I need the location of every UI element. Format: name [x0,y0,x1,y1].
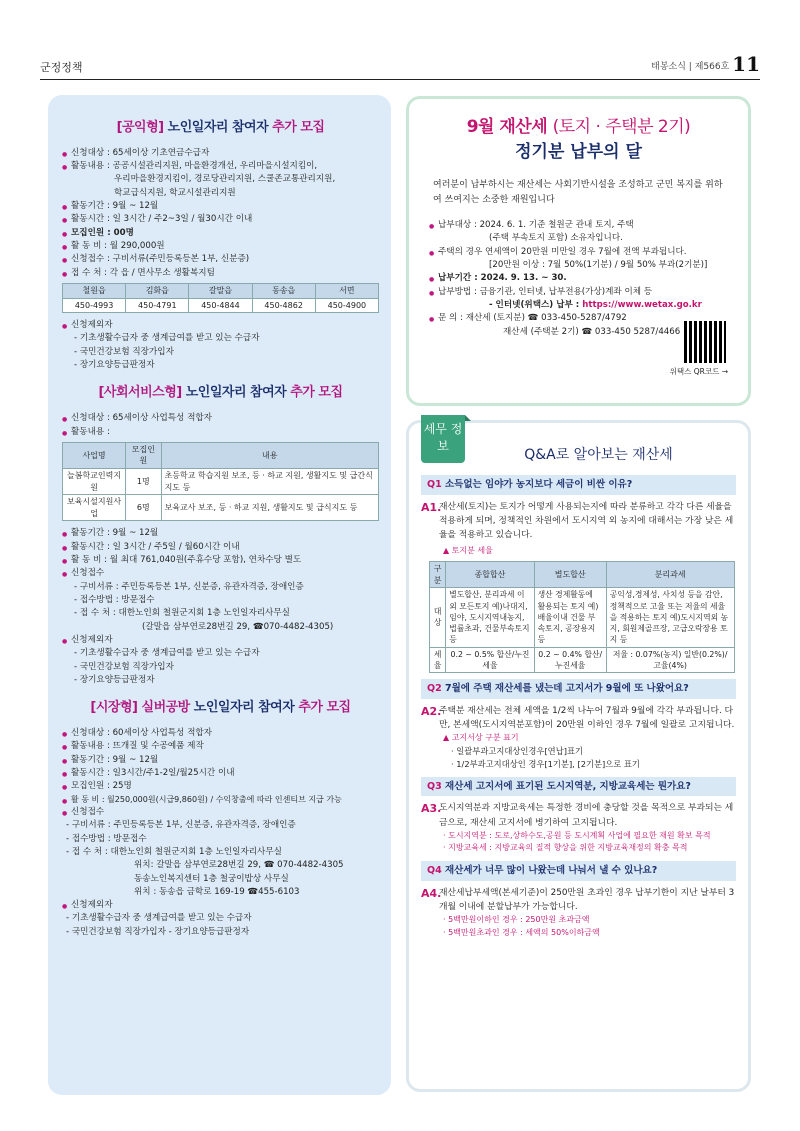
line: ● 신청접수 : 구비서류(주민등록등본 1부, 신분증) [62,253,379,266]
line: ● 활동기간 : 9월 ~ 12월 [62,200,379,213]
tax-qa-panel [406,420,751,1092]
line: 재산세 (주택분 2기) ☎ 033-450 5287/4466 [503,326,681,337]
qa-title: Q&A로 알아보는 재산세 [524,447,673,463]
notice-subtitle: 정기분 납부의 달 [515,141,642,162]
section-title: 군정정책 [40,61,83,75]
contact-table: 철원읍 김화읍 갈말읍 동송읍 서면 450-4993 450-4791 450-4844 450-4862 450-4900 [62,283,379,313]
notice-title: 9월 재산세 (토지 · 주택분 2기) [466,117,691,137]
line: · 도시지역분 : 도로,상하수도,공원 등 도시계획 사업에 필요한 재원 확보 목적 [443,830,711,840]
line: ● 활동내용 : 공공시설관리지원, 마을환경개선, 우리마을시설지킴이, [62,160,379,173]
line: ● 활 동 비 : 월250,000원(시급9,860원) / 수익창출에 따라 인센티브 지급 가능 [62,794,379,806]
line: - 장기요양등급판정자 [74,674,155,685]
senior-jobs-panel [48,95,391,1095]
wetax-link[interactable]: https://www.wetax.go.kr [582,299,702,310]
property-tax-notice [406,96,751,406]
line: 학교급식지원, 학교시설관리지원 [114,187,236,198]
line: - 접 수 처 : 대한노인회 철원군지회 1층 노인일자리사무실 [74,608,290,619]
line: 동송노인복지센터 1층 철궁이밥상 사무실 [134,873,289,884]
line: ● 활 동 비 : 월 290,000원 [62,240,379,253]
line: ● 접 수 처 : 각 읍 / 면사무소 생활복지팀 [62,267,379,280]
rate-label: ▲ 토지분 세율 [443,546,493,556]
answer-1: A1. 재산세(토지)는 토지가 어떻게 사용되는지에 따라 분류하고 각각 다른 세율을 적용하게 되며, 정책적인 차원에서 도시지역 외 농지에 대해서는 가장 낮은 세율을 적용하고 있습니다. [421,501,734,541]
question-4: Q4 재산세가 너무 많이 나왔는데 나눠서 낼 수 있나요? [421,861,736,881]
social-service-section [62,384,379,687]
line: ● 문 의 : 재산세 (토지분) ☎ 033-450-5287/4792 [429,312,728,325]
line: 우리마을환경지킴이, 경로당관리지원, 스쿨존교통관리지원, [114,174,336,185]
line: - 기초생활수급자 중 생계급여를 받고 있는 수급자 [66,913,252,924]
line: · 5백만원초과인 경우 : 세액의 50%이하금액 [443,927,600,937]
line: (주택 부속토지 포함) 소유자입니다. [489,233,623,244]
answer-3: A3. 도시지역분과 지방교육세는 특정한 경비에 충당할 것을 목적으로 부과되는 세금으로, 재산세 고지서에 병기하여 고지됩니다. [421,802,734,828]
line: ● 신청제외자 [62,634,379,647]
line: - 접수방법 : 방문접수 [74,595,155,605]
line: · 5백만원이하인 경우 : 250만원 초과금액 [443,915,590,925]
line: - 구비서류 : 주민등록등본 1부, 신분증, 유관자격증, 장애인증 [74,581,304,592]
line: ● 납부방법 : 금융기관, 인터넷, 납부전용(가상)계좌 이체 등 [429,286,728,299]
line: - 국민건강보험 직장가입자 - 장기요양등급판정자 [66,926,250,937]
issue-info: 태봉소식 | 제566호 11 [651,52,760,76]
line: ● 납부기간 : 2024. 9. 13. ~ 30. [429,272,728,285]
activity-table: 사업명 모집인원 내용 늘봄학교인력지원 1명 초등학교 학습지원 보조, 등 · 하교 지원, 생활지도 및 급간식지도 등 보육시설지원사업 6명 보육교사 보조, 등 · 하교 지원, 생활지도 및 급식지도 등 [62,442,379,522]
line: (갈말읍 삼부연로28번길 29, ☎070-4482-4305) [142,621,334,632]
line: 위치: 갈말읍 삼부연로28번길 29, ☎ 070-4482-4305 [134,860,344,871]
line: ● 활동시간 : 일 3시간 / 주2~3일 / 월30시간 이내 [62,213,379,226]
section-heading: [사회서비스형] 노인일자리 참여자 추가 모집 [98,385,343,401]
line: ● 활동시간 : 일3시간/주1-2일/월25시간 이내 [62,767,379,780]
line: ● 활동내용 : [62,426,379,439]
line: - 국민건강보험 직장가입자 [74,346,174,357]
line: ● 활 동 비 : 월 최대 761,040원(주휴수당 포함), 연차수당 별도 [62,554,379,567]
page-header [40,52,760,80]
line: - 구비서류 : 주민등록등본 1부, 신분증, 유관자격증, 장애인증 [66,820,296,831]
line: ● 신청대상 : 65세이상 기초연금수급자 [62,147,379,160]
line: ● 신청대상 : 60세이상 사업특성 적합자 [62,727,379,740]
line: ● 주택의 경우 연세액이 20만원 미만일 경우 7월에 전액 부과됩니다. [429,246,728,259]
public-job-section [62,119,379,372]
land-tax-rate-table: 구분 종합합산 별도합산 분리과세 대상 별도합산, 분리과세 이외 모든토지 예)나대지, 임야, 도시지역내농지, 법률초과, 건물부속토지 등 생산 경제활동에 활용되는 토지 예)배율이내 건물 부속토지, 공장용지 등 공익성,경제성, 사치성 등을 감안, 정책적으로 고율 또는 저율의 세율을 적용하는 토지 예)도시지역외 농지, 회원제골프장, 고급오락장용 토지 등 세율 0.2 ~ 0.5% 합산/누진세율 0.2 ~ 0.4% 합산/누진세율 저율 : 0.07%(농지) 일반(0.2%)/고율(4%) [429,561,735,673]
question-2: Q2 7월에 주택 재산세를 냈는데 고지서가 9월에 또 나왔어요? [421,679,736,699]
market-job-section [62,699,379,939]
line: 위치 : 동송읍 금학로 169-19 ☎455-6103 [134,886,300,897]
line: · 1/2부과고지대상인 경우[1기분], [2기분]으로 표기 [451,758,640,769]
tax-info-tag: 세무 정보 [421,415,465,463]
line: [20만원 이상 : 7월 50%(1기분) / 9월 50% 부과(2기분)] [489,260,708,270]
qr-code-icon[interactable] [684,321,726,363]
notice-label: ▲ 고지서상 구분 표기 [443,733,519,743]
line: ● 모집인원 : 00명 [62,227,379,240]
line: - 기초생활수급자 중 생계급여를 받고 있는 수급자 [74,648,260,659]
section-heading: [시장형] 실버공방 노인일자리 참여자 추가 모집 [90,700,351,716]
line: · 지방교육세 : 지방교육의 질적 향상을 위한 지방교육재정의 확충 목적 [443,843,688,853]
notice-intro: 여러분이 납부하시는 재산세는 사회기반시설을 조성하고 군민 복지를 위하여 쓰여지는 소중한 재원입니다 [433,180,723,205]
line: ● 활동기간 : 9월 ~ 12월 [62,754,379,767]
line: ● 신청접수 [62,806,379,819]
line: · 일괄부과고지대상인경우[연납]표기 [451,746,583,756]
line: - 접 수 처 : 대한노인회 철원군지회 1층 노인일자리사무실 [66,846,282,857]
line: ● 모집인원 : 25명 [62,780,379,793]
line: ● 신청제외자 [62,899,379,912]
line: - 국민건강보험 직장가입자 [74,661,174,672]
line: ● 신청접수 [62,567,379,580]
line: - 장기요양등급판정자 [74,360,155,371]
question-1: Q1 소득없는 임야가 농지보다 세금이 비싼 이유? [421,475,736,495]
line: - 인터넷(위택스) 납부 : [489,299,583,310]
answer-2: A2. 주택분 재산세는 전체 세액을 1/2씩 나누어 7월과 9월에 각각 부과됩니다. 다만, 본세액(도시지역분포함)이 20만원 이하인 경우 7월에 일괄로 고지됩니다. [421,705,735,731]
line: ● 활동내용 : 뜨개질 및 수공예품 제작 [62,740,379,753]
line: ● 납부대상 : 2024. 6. 1. 기준 철원군 관내 토지, 주택 [429,219,728,232]
line: ● 신청대상 : 65세이상 사업특성 적합자 [62,412,379,425]
line: ● 활동시간 : 일 3시간 / 주5일 / 월60시간 이내 [62,541,379,554]
line: ● 신청제외자 [62,319,379,332]
question-3: Q3 재산세 고지서에 표기된 도시지역분, 지방교육세는 뭔가요? [421,777,736,797]
line: - 접수방법 : 방문접수 [66,833,147,844]
line: ● 활동기간 : 9월 ~ 12월 [62,527,379,540]
section-heading: [공익형] 노인일자리 참여자 추가 모집 [116,120,325,135]
qr-caption: 위택스 QR코드 → [669,367,728,376]
line: - 기초생활수급자 중 생계급여를 받고 있는 수급자 [74,333,260,344]
answer-4: A4. 재산세납부세액(본세기준)이 250만원 초과인 경우 납부기한이 지난 날부터 3개월 이내에 분할납부가 가능합니다. [421,886,735,913]
page-number: 11 [732,52,760,76]
